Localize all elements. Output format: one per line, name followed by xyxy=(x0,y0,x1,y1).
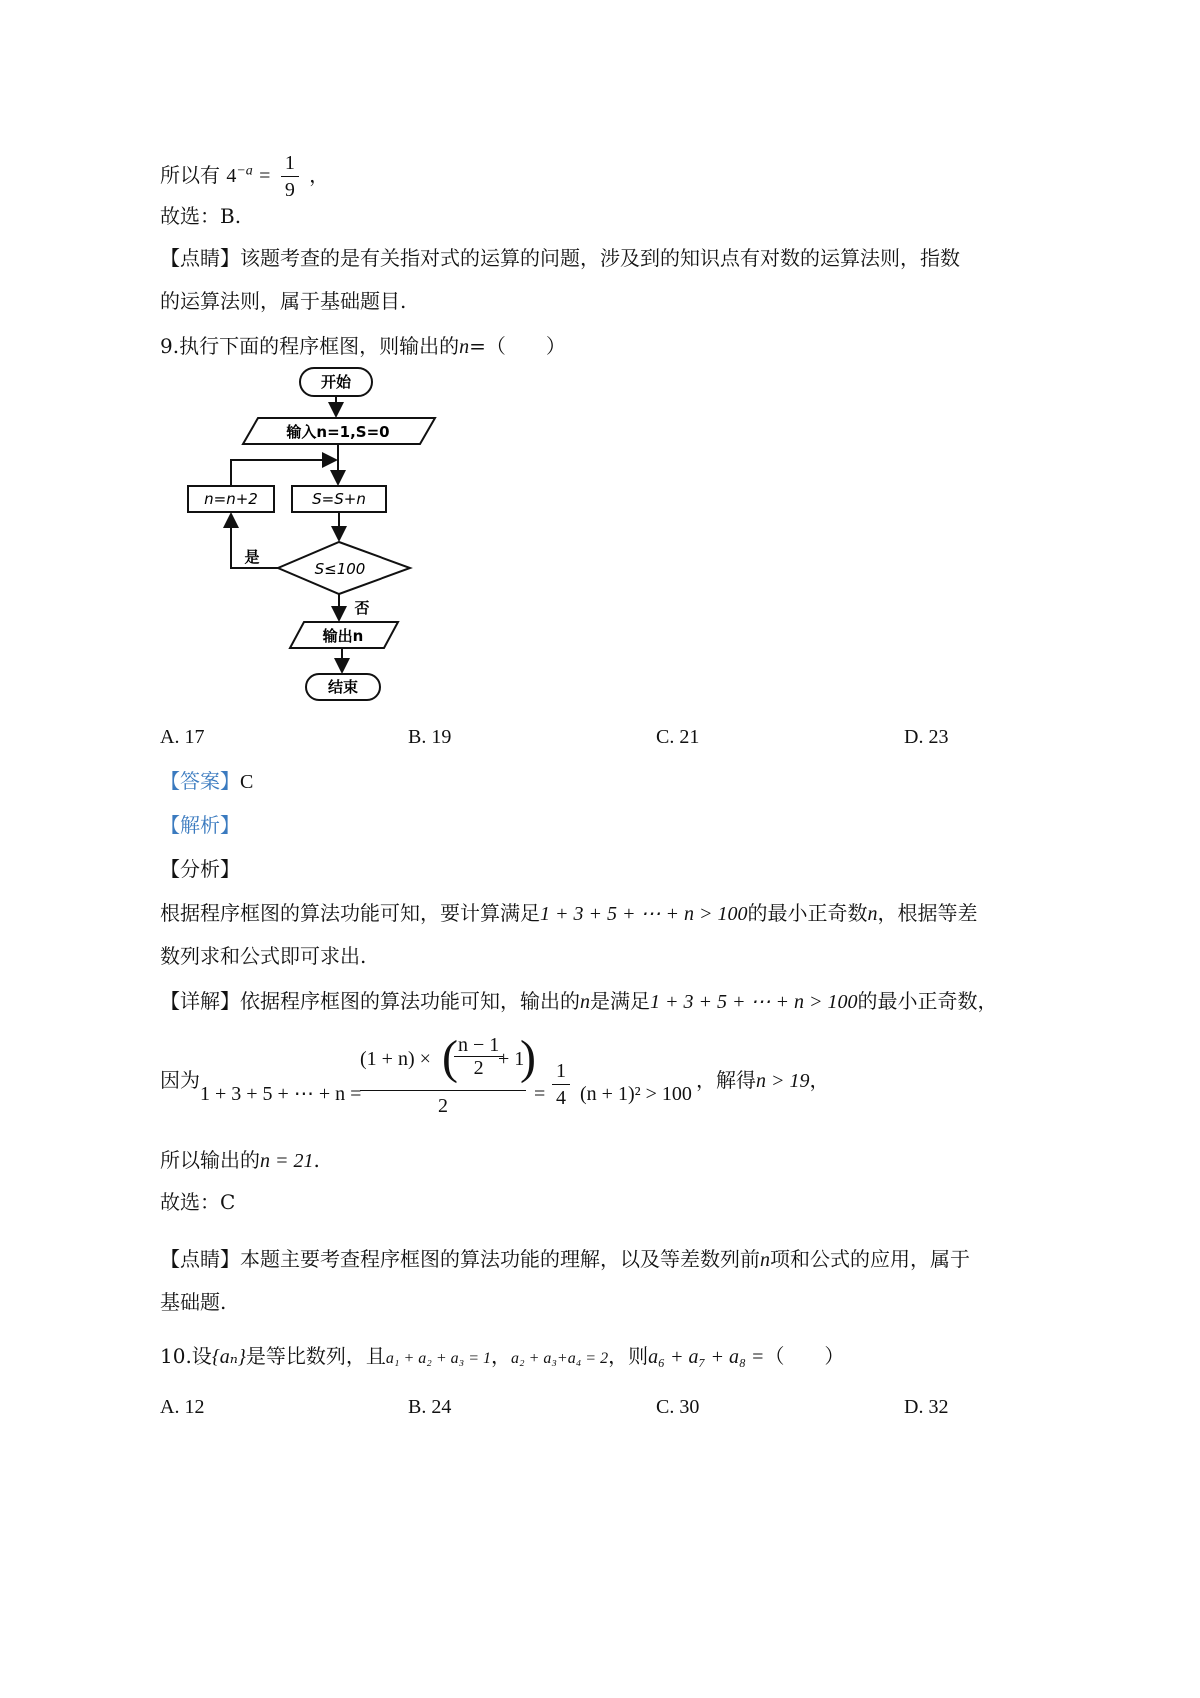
flow-no-label: 否 xyxy=(354,599,370,617)
option-b: B. 19 xyxy=(408,726,452,748)
question-9-stem xyxy=(160,332,566,361)
choice-line: 故选：B. xyxy=(160,204,242,228)
big-fraction-numerator: (1 + n) × ( $\frac{n - 1}{2}$ + 1 ) xyxy=(360,1031,536,1084)
big-fraction xyxy=(360,1031,536,1121)
because-label: 因为 xyxy=(160,1068,200,1092)
flow-condition-label: S≤100 xyxy=(314,560,366,578)
flow-input-label: 输入n=1,S=0 xyxy=(286,423,390,441)
option-d: D. 23 xyxy=(904,726,949,748)
math-target: a₆ + a₇ + a₈ = xyxy=(648,1346,765,1368)
flow-start-label: 开始 xyxy=(320,373,352,391)
flow-update-s-label: S=S+n xyxy=(312,490,366,508)
math-base: 4 xyxy=(226,165,237,187)
text: ， xyxy=(309,163,330,187)
option-d: D. 32 xyxy=(904,1396,949,1418)
stem-text: 9.执行下面的程序框图，则输出的 xyxy=(160,334,460,358)
solve-line: ，解得n > 19， xyxy=(696,1068,830,1092)
flow-update-n-label: n=n+2 xyxy=(204,490,258,508)
fenxi-line-2: 数列求和公式即可求出. xyxy=(160,944,367,968)
fraction-numerator: 1 xyxy=(281,150,299,177)
math-inline: 1 + 3 + 5 + ⋯ + n > 100 xyxy=(540,903,748,925)
choice-line: 故选：C xyxy=(160,1190,236,1214)
option-c: C. 21 xyxy=(656,726,700,748)
sum-lhs: 1 + 3 + 5 + ⋯ + n = xyxy=(200,1083,362,1105)
note-line-1 xyxy=(160,244,960,272)
fenxi-line-1: 根据程序框图的算法功能可知，要计算满足1 + 3 + 5 + ⋯ + n > 100的最小正奇数n，根据等差 xyxy=(160,901,978,925)
detail-tag: 【详解】 xyxy=(160,989,240,1013)
math-seq: {aₙ} xyxy=(211,1346,246,1368)
detail-line: 【详解】依据程序框图的算法功能可知，输出的n是满足1 + 3 + 5 + ⋯ + n > 100的最小正奇数， xyxy=(160,989,998,1013)
note-tag: 【点睛】 xyxy=(160,246,240,270)
stem-tail: =（ ） xyxy=(469,334,566,358)
flow-output-label: 输出n xyxy=(322,627,364,645)
fraction-denominator: 9 xyxy=(284,179,295,201)
question-10-stem: 10.设{aₙ}是等比数列，且a₁ + a₂ + a₃ = 1，a₂ + a₃+a₄ = 2，则a₆ + a₇ + a₈ =（ ） xyxy=(160,1344,845,1368)
answer-tag: 【答案】 xyxy=(160,769,240,793)
big-fraction-denominator: 2 xyxy=(360,1090,526,1121)
stem-var: n xyxy=(459,336,470,358)
option-a: A. 12 xyxy=(160,1396,205,1418)
fenxi-tag: 【分析】 xyxy=(160,857,240,881)
math-eq: = xyxy=(259,165,271,187)
option-c: C. 30 xyxy=(656,1396,700,1418)
math-eq: = xyxy=(534,1083,546,1105)
formula-line xyxy=(160,150,329,203)
note-line-2: 基础题. xyxy=(160,1290,227,1314)
analysis-tag: 【解析】 xyxy=(160,813,240,837)
flow-end-label: 结束 xyxy=(327,678,359,696)
quarter-fraction: $\frac{1}{4}$ xyxy=(552,1058,570,1111)
conclusion-line: 所以输出的n = 21. xyxy=(160,1148,320,1172)
option-b: B. 24 xyxy=(408,1396,452,1418)
answer-value: C xyxy=(240,771,254,793)
note-line-2: 的运算法则，属于基础题目. xyxy=(160,289,407,313)
math-cond-1: a₁ + a₂ + a₃ = 1 xyxy=(385,1350,491,1367)
note-text: 该题考查的是有关指对式的运算的问题，涉及到的知识点有对数的运算法则，指数 xyxy=(240,246,960,270)
option-a: A. 17 xyxy=(160,726,205,748)
answer-line xyxy=(160,767,253,796)
math-inline: 1 + 3 + 5 + ⋯ + n > 100 xyxy=(650,991,858,1013)
rhs: (n + 1)² > 100 xyxy=(580,1083,692,1105)
fraction xyxy=(281,150,299,203)
inner-fraction: $\frac{n - 1}{2}$ xyxy=(454,1034,503,1079)
flow-yes-label: 是 xyxy=(244,548,260,566)
note-line-1: 【点睛】本题主要考查程序框图的算法功能的理解，以及等差数列前n项和公式的应用，属于 xyxy=(160,1247,970,1271)
text: 所以有 xyxy=(160,163,220,187)
note-tag: 【点睛】 xyxy=(160,1247,240,1271)
math-cond-2: a₂ + a₃+a₄ = 2 xyxy=(511,1350,609,1367)
math-exponent: −a xyxy=(236,163,253,179)
flowchart xyxy=(180,362,440,702)
